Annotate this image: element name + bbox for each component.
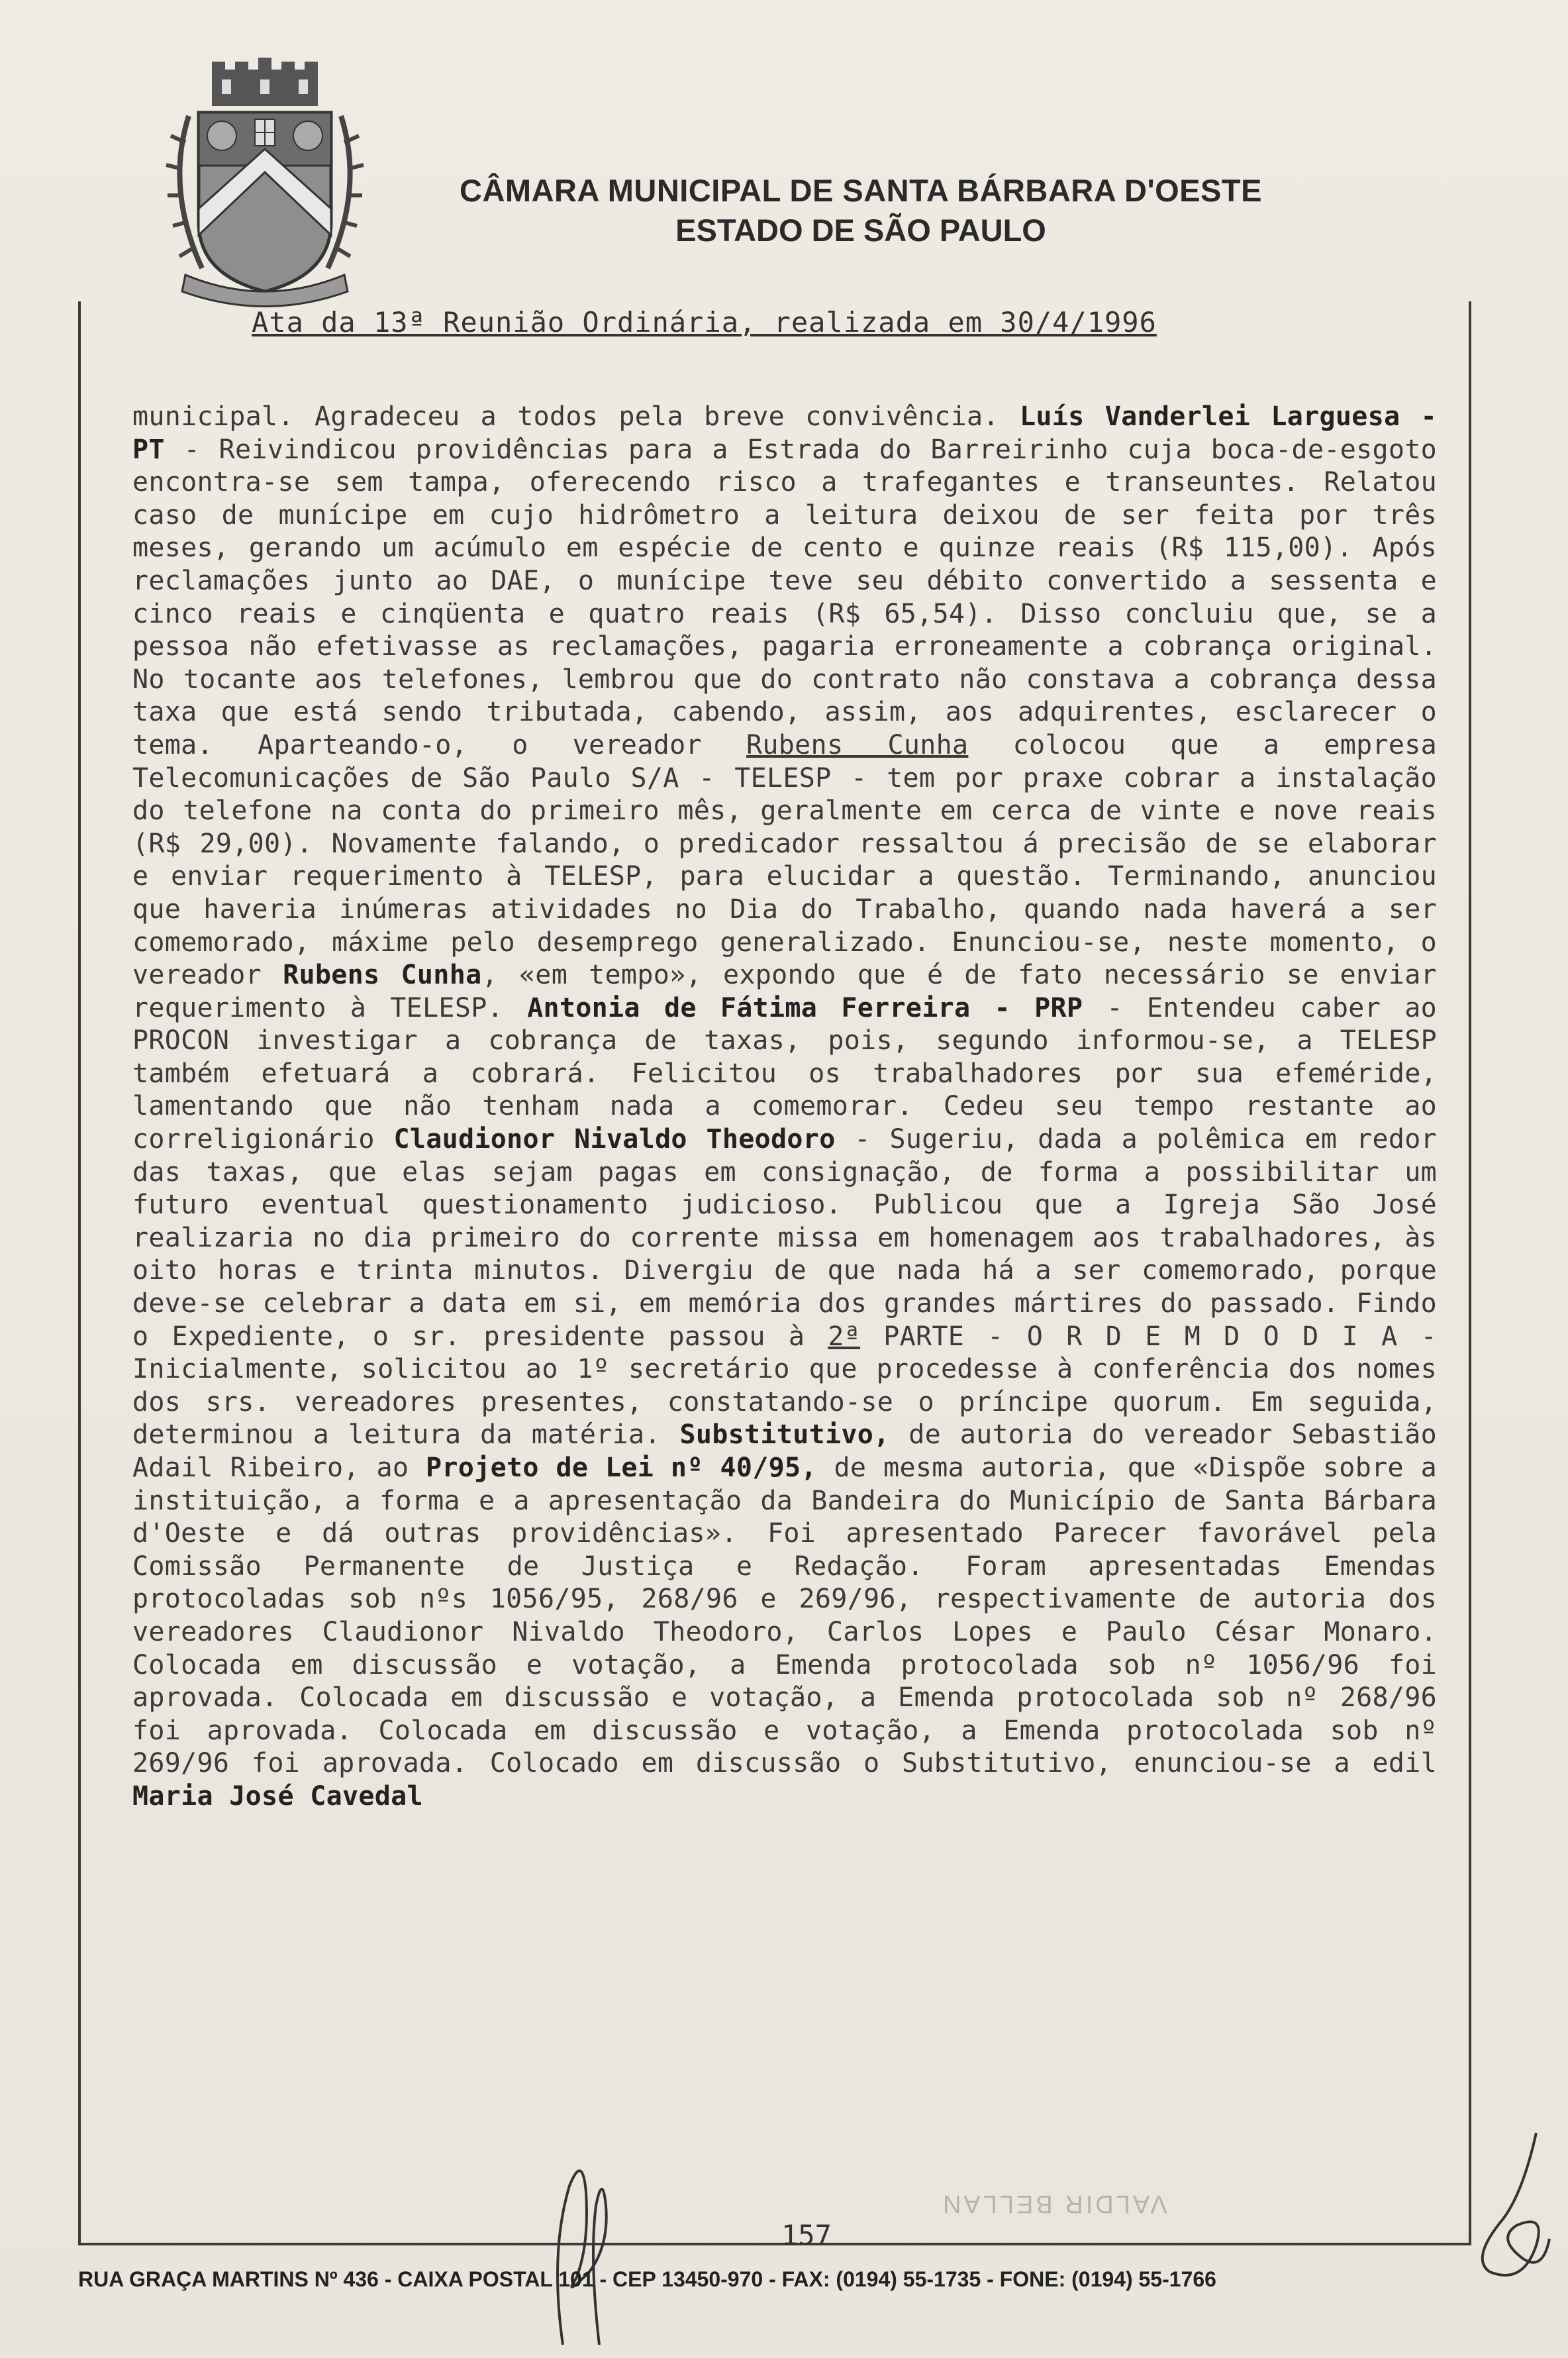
body-segment: de mesma autoria, que «Dispõe sobre a instituição, a forma e a apresentação da Bandeira do Município de Santa Bárbara d'Oeste e dá outras providências». Foi apresentado Parecer favorável pela Comissão Permanente de Justiça e Redação. Foram apresentadas Emendas protocoladas sob nºs 1056/95, 268/96 e 269/96, respectivamente de autoria dos vereadores Claudionor Nivaldo Theodoro, Carlos Lopes e Paulo César Monaro. Colocada em discussão e votação, a Emenda protocolada sob nº 1056/96 foi aprovada. Colocada em discussão e votação, a Emenda protocolada sob nº 268/96 foi aprovada. Colocada em discussão e votação, a Emenda protocolada sob nº 269/96 foi aprovada. Colocado em discussão o Substitutivo, enunciou-se a edil [132,1453,1437,1779]
speaker-name: Antonia de Fátima Ferreira - PRP [527,992,1083,1023]
speaker-name: Claudionor Nivaldo Theodoro [393,1124,836,1155]
body-segment: - Entendeu caber ao PROCON investigar a cobrança de taxas, pois, segundo informou-se, a TELESP também efetuará a cobrará. Felicitou os trabalhadores por sua efeméride, lamentando que não tenham nada a comemorar. Cedeu seu tempo restante ao correligionário [132,992,1437,1155]
document-header [384,171,1338,250]
bill-number: Projeto de Lei nº 40/95, [426,1453,817,1483]
body-segment: PARTE - O R D E M D O D I A - Inicialmente, solicitou ao 1º secretário que procedesse à conferência dos nomes dos srs. vereadores presentes, constatando-se o príncipe quorum. Em seguida, determinou a leitura da matéria. [132,1321,1438,1451]
page-number: 157 [781,2219,832,2251]
state-name: ESTADO DE SÃO PAULO [675,213,1046,248]
handwritten-signature-bottom [523,2146,656,2358]
address-footer: RUA GRAÇA MARTINS Nº 436 - CAIXA POSTAL 101 - CEP 13450-970 - FAX: (0194) 55-1735 - FONE: (0194) 55-1766 [78,2267,1216,2291]
faded-stamp: VALDIR BELLAN [940,2190,1167,2218]
minutes-body-text [132,401,1437,1814]
body-segment: - Reivindicou providências para a Estrada do Barreirinho cuja boca-de-esgoto encontra-se sem tampa, oferecendo risco a trafegantes e transeuntes. Relatou caso de munícipe em cujo hidrômetro a leitura deixou de ser feita por três meses, gerando um acúmulo em espécie de cento e quinze reais (R$ 115,00). Após reclamações junto ao DAE, o munícipe teve seu débito convertido a sessenta e cinco reais e cinqüenta e quatro reais (R$ 65,54). Disso concluiu que, se a pessoa não efetivasse as reclamações, pagaria erroneamente a cobrança original. No tocante aos telefones, lembrou que do contrato não constava a cobrança dessa taxa que está sendo tributada, cabendo, assim, aos adquirentes, esclarecer o tema. Aparteando-o, o vereador [132,434,1437,760]
body-segment: colocou que a empresa Telecomunicações de São Paulo S/A - TELESP - tem por praxe cobrar a instalação do telefone na conta do primeiro mês, geralmente em cerca de vinte e nove reais (R$ 29,00). Novamente falando, o predicador ressaltou á precisão de se elaborar e enviar requerimento à TELESP, para elucidar a questão. Terminando, anunciou que haveria inúmeras atividades no Dia do Trabalho, quando nada haverá a ser comemorado, máxime pelo desemprego generalizado. Enunciou-se, neste momento, o vereador [132,729,1438,991]
session-part-number: 2ª [828,1321,861,1352]
frame-bottom-border [78,2243,1471,2245]
body-segment: de autoria do vereador Sebastião Adail Ribeiro, ao [132,1419,1437,1483]
body-segment: - Sugeriu, dada a polêmica em redor das taxas, que elas sejam pagas em consignação, de forma a possibilitar um futuro eventual questionamento judicioso. Publicou que a Igreja São José realizaria no dia primeiro do corrente missa em homenagem aos trabalhadores, às oito horas e trinta minutos. Divergiu de que nada há a ser comemorado, porque deve-se celebrar a data em si, em memória dos grandes mártires do passado. Findo o Expediente, o sr. presidente passou à [132,1124,1437,1352]
handwritten-signature-right [1444,2120,1556,2292]
bill-title: Substitutivo, [679,1419,890,1451]
body-segment: municipal. Agradeceu a todos pela breve convivência. [132,401,1020,432]
underlined-name: Rubens Cunha [746,729,969,760]
speaker-name: Rubens Cunha [283,960,482,991]
chamber-name: CÂMARA MUNICIPAL DE SANTA BÁRBARA D'OESTE [460,173,1262,208]
frame-right-border [1469,301,1471,2245]
speaker-name: Luís Vanderlei Larguesa - PT [132,401,1437,465]
body-segment: , «em tempo», expondo que é de fato necessário se enviar requerimento à TELESP. [132,960,1437,1023]
municipal-coat-of-arms-logo [149,56,381,308]
minutes-title: Ata da 13ª Reunião Ordinária, realizada em 30/4/1996 [252,306,1157,338]
speaker-name: Maria José Cavedal [132,1780,423,1812]
frame-left-border [78,301,81,2245]
